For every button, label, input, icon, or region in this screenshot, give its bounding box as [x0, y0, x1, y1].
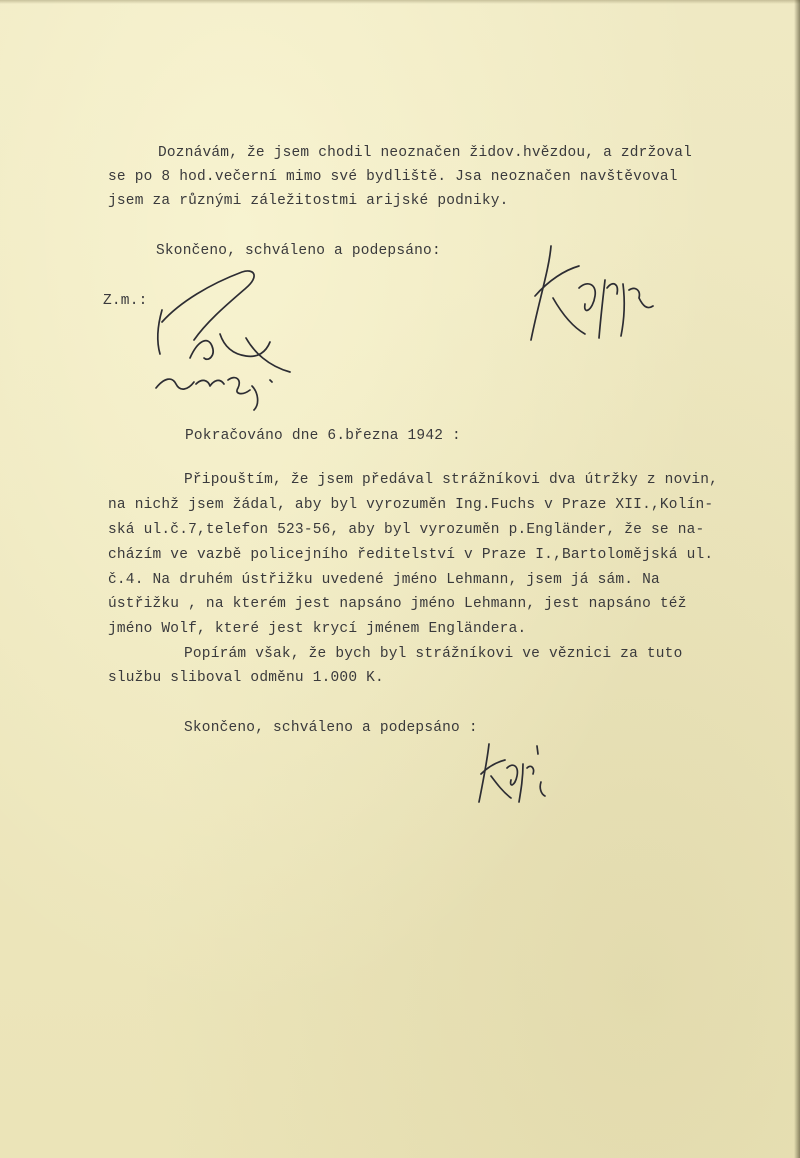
paragraph2-line-4: cházím ve vazbě policejního ředitelství v Praze I.,Bartolomějská ul. [108, 547, 714, 563]
closing-statement-1: Skončeno, schváleno a podepsáno: [156, 243, 441, 259]
paragraph3-line-1: Popírám však, že bych byl strážníkovi ve věznici za tuto [184, 646, 683, 662]
continued-date-heading: Pokračováno dne 6.března 1942 : [185, 428, 461, 444]
paper-top-edge [0, 0, 800, 4]
paragraph1-line-3: jsem za různými záležitostmi arijské podniky. [108, 193, 509, 209]
paragraph2-line-1: Připouštím, že jsem předával strážníkovi dva útržky z novin, [184, 472, 719, 488]
signature-right-accused [525, 240, 660, 350]
closing-statement-2: Skončeno, schváleno a podepsáno : [184, 720, 478, 736]
paragraph2-line-3: ská ul.č.7,telefon 523-56, aby byl vyrozuměn p.Engländer, že se na- [108, 522, 705, 538]
paper-right-edge [794, 0, 800, 1158]
paragraph2-line-5: č.4. Na druhém ústřižku uvedené jméno Lehmann, jsem já sám. Na [108, 572, 660, 588]
paragraph1-line-1: Doznávám, že jsem chodil neoznačen židov.hvězdou, a zdržoval [158, 145, 693, 161]
paragraph2-line-6: ústřižku , na kterém jest napsáno jméno Lehmann, jest napsáno též [108, 596, 687, 612]
signature-left-official [150, 262, 300, 412]
paragraph2-line-7: jméno Wolf, které jest krycí jménem Engländera. [108, 621, 527, 637]
zm-label: Z.m.: [103, 293, 148, 309]
paragraph3-line-2: službu sliboval odměnu 1.000 K. [108, 670, 384, 686]
paragraph1-line-2: se po 8 hod.večerní mimo své bydliště. Jsa neoznačen navštěvoval [108, 169, 678, 185]
signature-bottom-accused [475, 738, 555, 808]
paragraph2-line-2: na nichž jsem žádal, aby byl vyrozuměn Ing.Fuchs v Praze XII.,Kolín- [108, 497, 714, 513]
